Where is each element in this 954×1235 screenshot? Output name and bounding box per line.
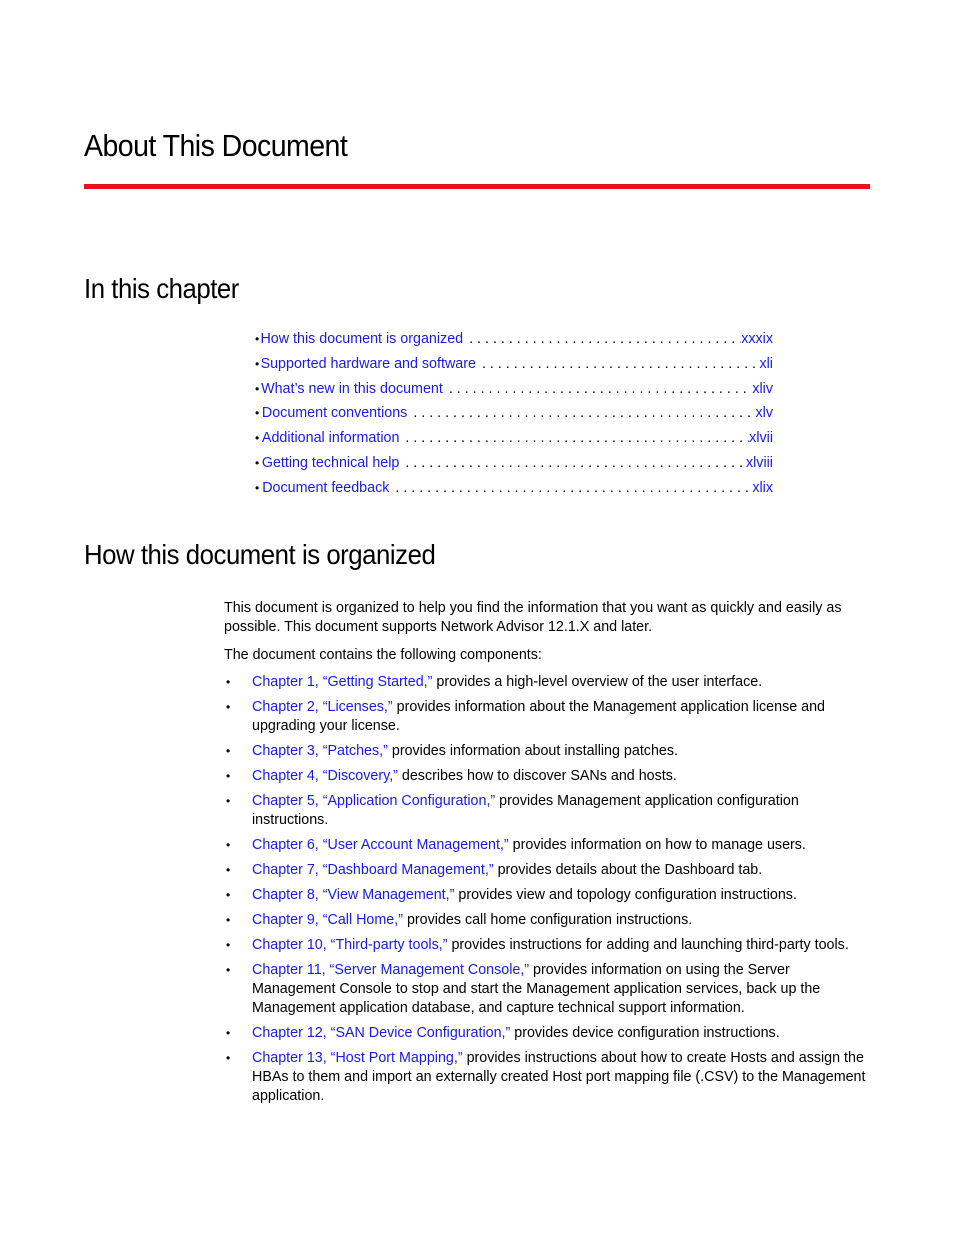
chapter-link[interactable]: Chapter 2, “Licenses,” bbox=[252, 699, 393, 715]
chapter-description: provides view and topology configuration instructions. bbox=[454, 887, 797, 903]
chapter-link[interactable]: Chapter 5, “Application Configuration,” bbox=[252, 793, 496, 809]
dot-leader bbox=[476, 356, 760, 372]
chapter-description: provides information about installing patches. bbox=[387, 743, 678, 759]
components-list bbox=[224, 673, 874, 1112]
bullet: • bbox=[255, 381, 260, 396]
bullet: • bbox=[226, 863, 231, 877]
chapter-link[interactable]: Chapter 4, “Discovery,” bbox=[252, 768, 398, 784]
chapter-description: describes how to discover SANs and hosts. bbox=[397, 768, 677, 784]
chapter-link[interactable]: Chapter 6, “User Account Management,” bbox=[252, 837, 509, 853]
intro-paragraph: This document is organized to help you find the information that you want as quickly and easily as possible. This document supports Network Advisor 12.1.X and later. bbox=[224, 600, 842, 635]
dot-leader bbox=[443, 381, 753, 397]
dot-leader bbox=[407, 405, 755, 421]
bullet: • bbox=[226, 1051, 231, 1065]
chapter-link[interactable]: Chapter 8, “View Management,” bbox=[252, 887, 455, 903]
chapter-link[interactable]: Chapter 13, “Host Port Mapping,” bbox=[252, 1050, 463, 1066]
toc-page[interactable]: xxxix bbox=[741, 331, 773, 347]
bullet: • bbox=[226, 675, 231, 689]
toc-page[interactable]: xliv bbox=[752, 380, 773, 397]
chapter-description: provides instructions for adding and launching third-party tools. bbox=[447, 937, 849, 953]
bullet: • bbox=[226, 794, 231, 808]
chapter-link[interactable]: Chapter 3, “Patches,” bbox=[252, 743, 388, 759]
dot-leader bbox=[463, 331, 741, 347]
list-item bbox=[224, 861, 874, 880]
toc-page[interactable]: xlviii bbox=[745, 454, 773, 471]
toc-page[interactable]: xlv bbox=[755, 405, 773, 422]
chapter-link[interactable]: Chapter 9, “Call Home,” bbox=[252, 912, 403, 928]
chapter-toc bbox=[255, 331, 773, 505]
chapter-link[interactable]: Chapter 11, “Server Management Console,” bbox=[252, 962, 530, 978]
toc-item[interactable] bbox=[255, 381, 773, 406]
toc-link[interactable]: What’s new in this document bbox=[261, 380, 443, 397]
page-title: About This Document bbox=[84, 128, 348, 163]
chapter-description: provides Management application configuration instructions. bbox=[252, 793, 799, 828]
toc-item[interactable] bbox=[255, 356, 773, 381]
dot-leader bbox=[399, 430, 749, 446]
list-item bbox=[224, 936, 874, 955]
bullet: • bbox=[226, 1026, 231, 1040]
toc-item[interactable] bbox=[255, 331, 773, 356]
dot-leader bbox=[399, 455, 746, 471]
organized-heading: How this document is organized bbox=[84, 539, 436, 570]
dot-leader bbox=[389, 480, 752, 496]
bullet: • bbox=[226, 744, 231, 758]
chapter-link[interactable]: Chapter 1, “Getting Started,” bbox=[252, 674, 433, 690]
bullet: • bbox=[226, 769, 231, 783]
toc-link[interactable]: How this document is organized bbox=[260, 331, 464, 347]
toc-item[interactable] bbox=[255, 480, 773, 505]
toc-link[interactable]: Document feedback bbox=[262, 479, 390, 496]
list-item bbox=[224, 836, 874, 855]
bullet: • bbox=[255, 406, 260, 421]
chapter-link[interactable]: Chapter 10, “Third-party tools,” bbox=[252, 937, 448, 953]
bullet: • bbox=[255, 431, 260, 446]
list-item bbox=[224, 792, 874, 830]
bullet: • bbox=[255, 356, 260, 371]
bullet: • bbox=[226, 963, 231, 977]
list-item bbox=[224, 1049, 874, 1106]
chapter-link[interactable]: Chapter 12, “SAN Device Configuration,” bbox=[252, 1025, 511, 1041]
list-item bbox=[224, 911, 874, 930]
toc-item[interactable] bbox=[255, 405, 773, 430]
bullet: • bbox=[255, 455, 260, 470]
toc-link[interactable]: Getting technical help bbox=[261, 454, 400, 471]
bullet: • bbox=[226, 913, 231, 927]
chapter-description: provides information about the Management application license and upgrading your license. bbox=[252, 699, 826, 734]
toc-page[interactable]: xlix bbox=[752, 479, 773, 496]
chapter-description: provides device configuration instructions. bbox=[510, 1025, 780, 1041]
list-item bbox=[224, 767, 874, 786]
toc-page[interactable]: xlvii bbox=[749, 430, 773, 447]
list-item bbox=[224, 1024, 874, 1043]
list-item bbox=[224, 673, 874, 692]
toc-page[interactable]: xli bbox=[759, 355, 773, 372]
chapter-description: provides information on using the Server Management Console to stop and start the Management application services, back up the Management application database, and capture technical support information. bbox=[252, 962, 821, 1016]
toc-link[interactable]: Additional information bbox=[261, 430, 400, 447]
bullet: • bbox=[255, 480, 260, 495]
bullet: • bbox=[226, 700, 231, 714]
chapter-description: provides information on how to manage users. bbox=[508, 837, 806, 853]
list-item bbox=[224, 961, 874, 1018]
toc-item[interactable] bbox=[255, 430, 773, 455]
toc-item[interactable] bbox=[255, 455, 773, 480]
title-rule bbox=[84, 184, 870, 189]
bullet: • bbox=[255, 332, 260, 346]
toc-link[interactable]: Supported hardware and software bbox=[260, 355, 476, 372]
list-item bbox=[224, 698, 874, 736]
bullet: • bbox=[226, 938, 231, 952]
bullet: • bbox=[226, 838, 231, 852]
chapter-link[interactable]: Chapter 7, “Dashboard Management,” bbox=[252, 862, 494, 878]
chapter-description: provides details about the Dashboard tab. bbox=[493, 862, 763, 878]
chapter-description: provides instructions about how to create Hosts and assign the HBAs to them and import an externally created Host port mapping file (.CSV) to the Management application. bbox=[252, 1050, 866, 1104]
list-item bbox=[224, 742, 874, 761]
chapter-description: provides a high-level overview of the user interface. bbox=[432, 674, 763, 690]
chapter-description: provides call home configuration instructions. bbox=[402, 912, 693, 928]
lead-paragraph: The document contains the following components: bbox=[224, 647, 542, 663]
list-item bbox=[224, 886, 874, 905]
toc-link[interactable]: Document conventions bbox=[261, 405, 408, 422]
in-this-chapter-heading: In this chapter bbox=[84, 273, 239, 304]
bullet: • bbox=[226, 888, 231, 902]
